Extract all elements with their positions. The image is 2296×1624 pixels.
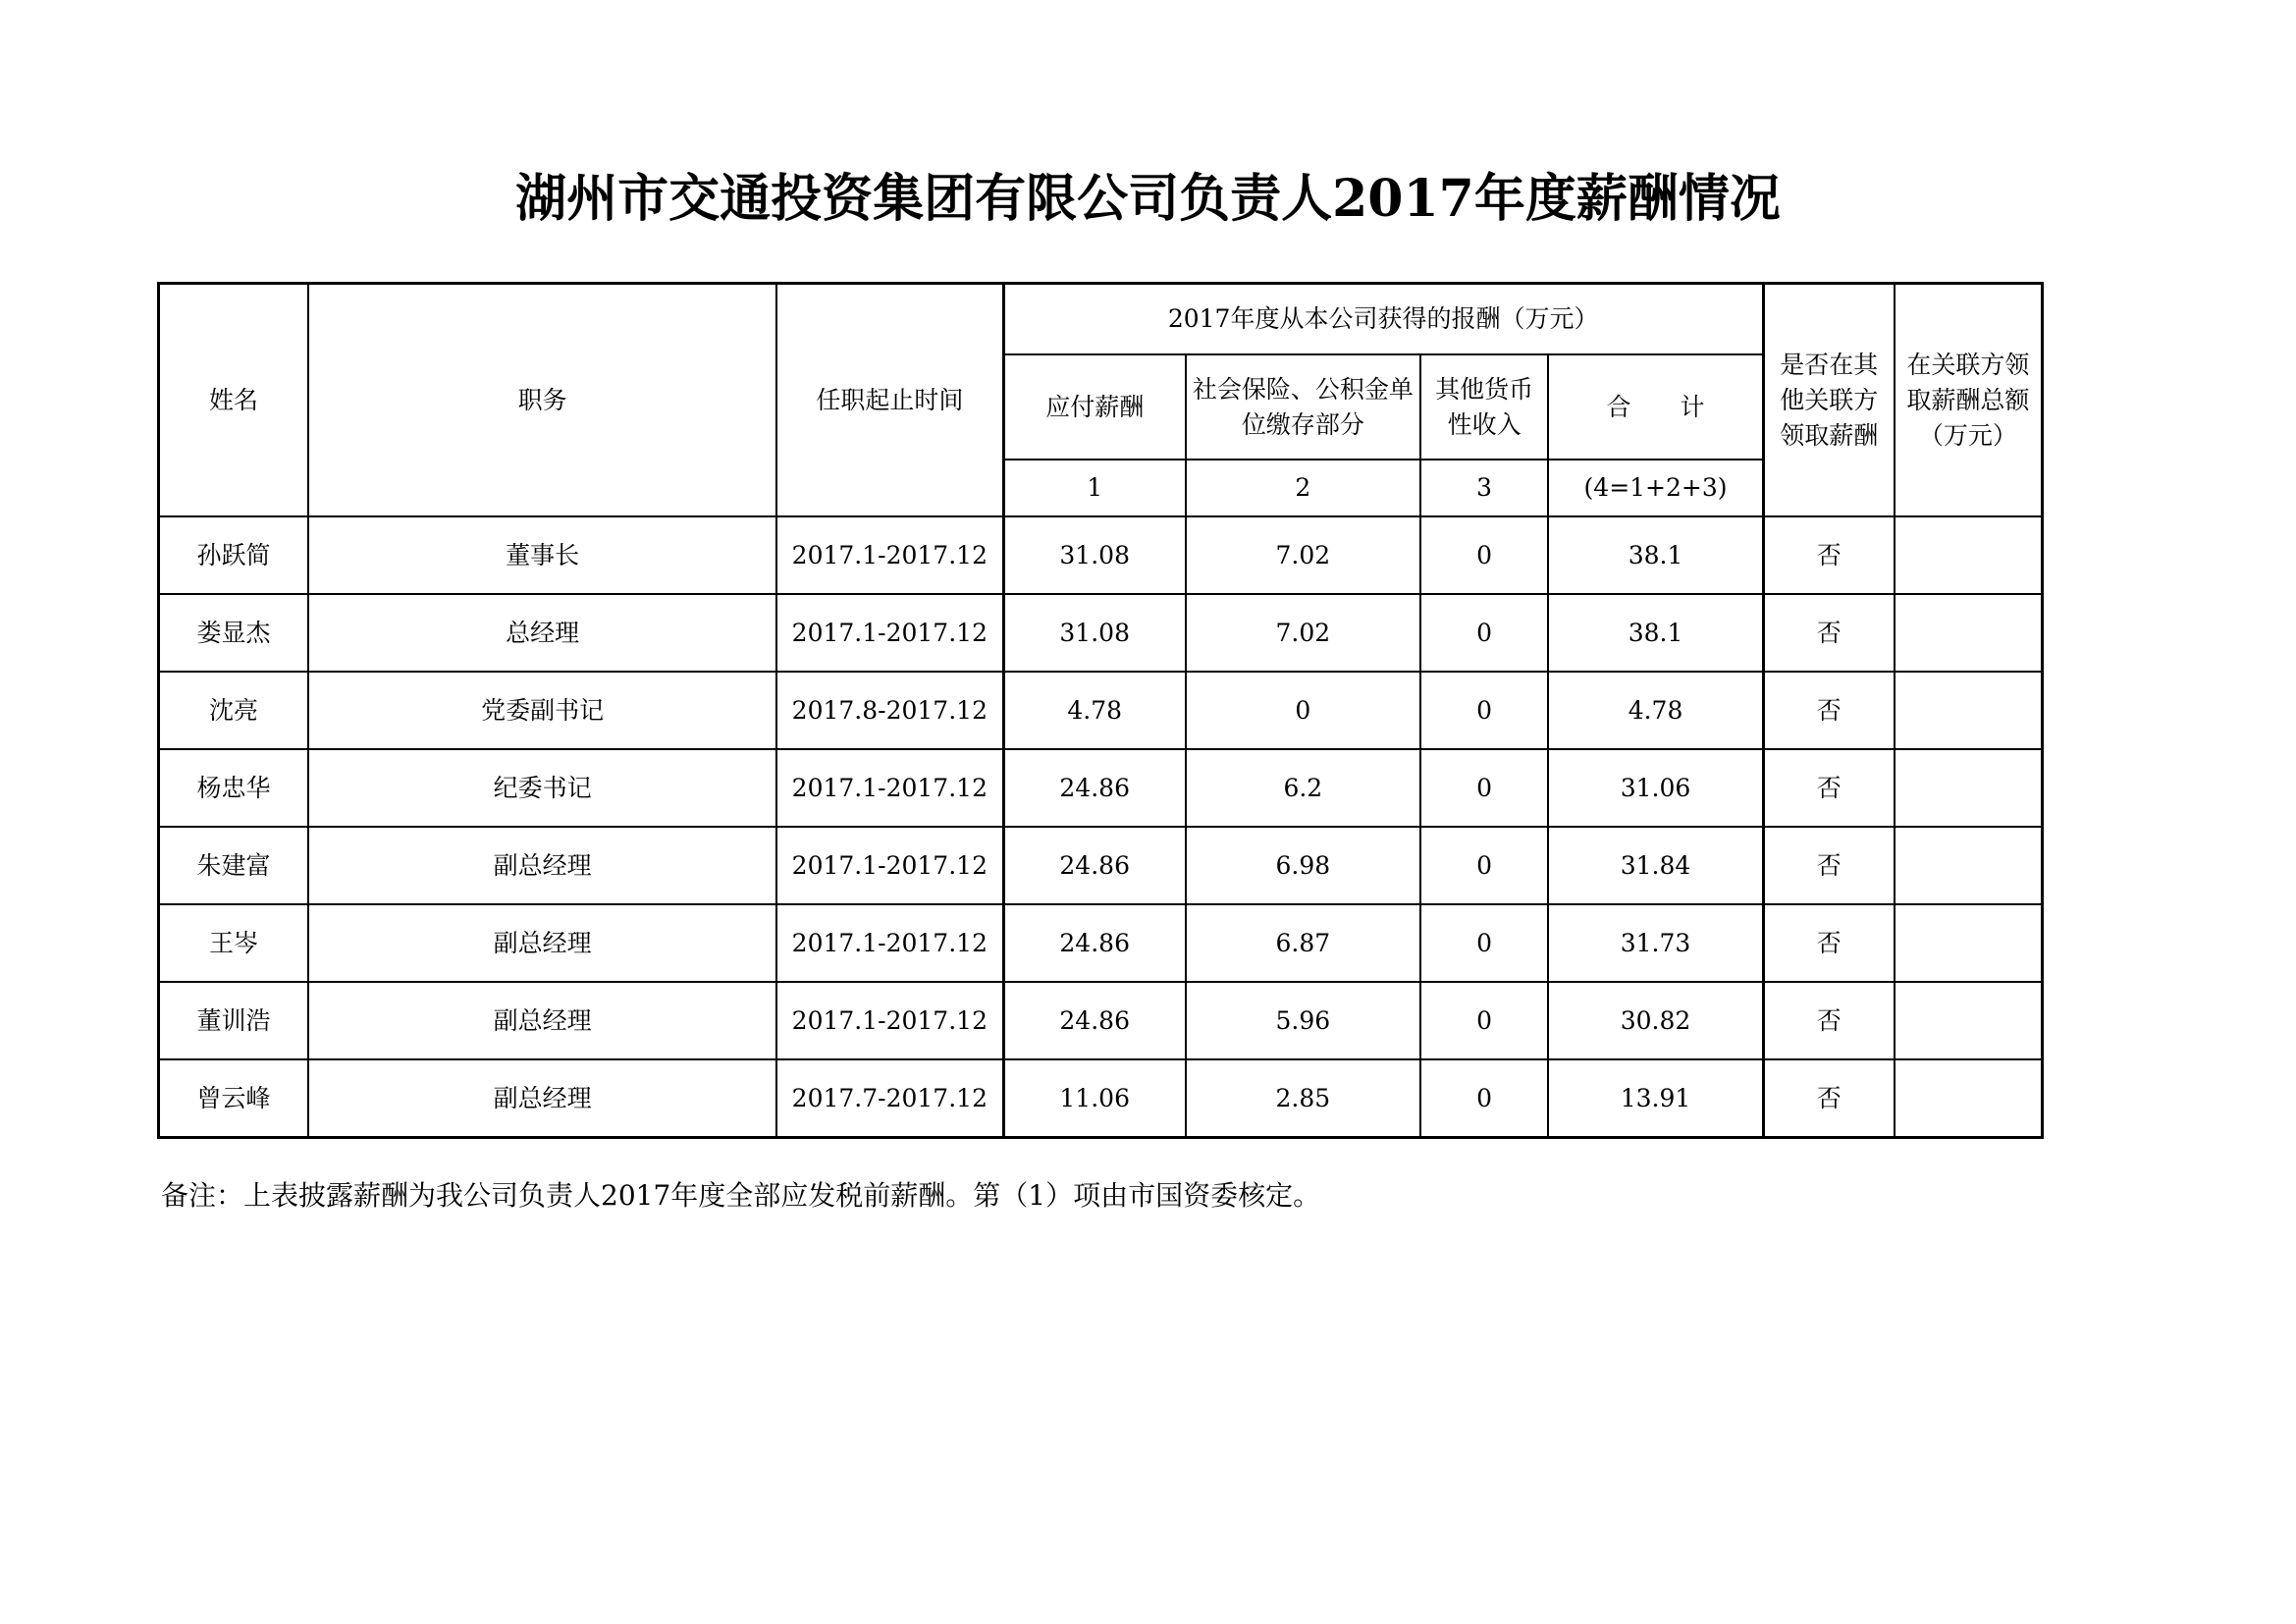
cell-related-flag: 否 bbox=[1763, 904, 1895, 982]
cell-name: 沈亮 bbox=[159, 672, 309, 749]
cell-related-flag: 否 bbox=[1763, 982, 1895, 1059]
cell-name: 杨忠华 bbox=[159, 749, 309, 827]
header-related-amount: 在关联方领取薪酬总额（万元） bbox=[1895, 284, 2043, 517]
cell-name: 孙跃简 bbox=[159, 516, 309, 594]
cell-related-amount bbox=[1895, 594, 2043, 672]
cell-other: 0 bbox=[1420, 982, 1549, 1059]
cell-related-amount bbox=[1895, 904, 2043, 982]
compensation-table bbox=[157, 282, 2044, 1139]
cell-related-flag: 否 bbox=[1763, 1059, 1895, 1138]
cell-payable: 31.08 bbox=[1003, 516, 1186, 594]
cell-payable: 4.78 bbox=[1003, 672, 1186, 749]
cell-social: 7.02 bbox=[1186, 516, 1420, 594]
cell-payable: 24.86 bbox=[1003, 827, 1186, 904]
header-index-payable: 1 bbox=[1003, 460, 1186, 516]
header-social: 社会保险、公积金单位缴存部分 bbox=[1186, 354, 1420, 460]
cell-related-flag: 否 bbox=[1763, 749, 1895, 827]
cell-other: 0 bbox=[1420, 1059, 1549, 1138]
cell-social: 6.87 bbox=[1186, 904, 1420, 982]
header-term: 任职起止时间 bbox=[776, 284, 1003, 517]
cell-other: 0 bbox=[1420, 594, 1549, 672]
table-row bbox=[159, 1059, 2043, 1138]
cell-term: 2017.1-2017.12 bbox=[776, 516, 1003, 594]
header-total: 合 计 bbox=[1548, 354, 1763, 460]
cell-other: 0 bbox=[1420, 827, 1549, 904]
cell-name: 曾云峰 bbox=[159, 1059, 309, 1138]
cell-related-amount bbox=[1895, 982, 2043, 1059]
cell-related-amount bbox=[1895, 516, 2043, 594]
footnote: 备注：上表披露薪酬为我公司负责人2017年度全部应发税前薪酬。第（1）项由市国资委核定。 bbox=[161, 1179, 1321, 1212]
cell-related-flag: 否 bbox=[1763, 594, 1895, 672]
cell-term: 2017.1-2017.12 bbox=[776, 749, 1003, 827]
cell-total: 4.78 bbox=[1548, 672, 1763, 749]
document-title: 湖州市交通投资集团有限公司负责人2017年度薪酬情况 bbox=[515, 169, 1781, 229]
cell-total: 30.82 bbox=[1548, 982, 1763, 1059]
table-row bbox=[159, 827, 2043, 904]
header-index-total: (4=1+2+3) bbox=[1548, 460, 1763, 516]
cell-name: 朱建富 bbox=[159, 827, 309, 904]
table-row bbox=[159, 516, 2043, 594]
cell-term: 2017.1-2017.12 bbox=[776, 827, 1003, 904]
cell-name: 娄显杰 bbox=[159, 594, 309, 672]
cell-total: 13.91 bbox=[1548, 1059, 1763, 1138]
cell-name: 董训浩 bbox=[159, 982, 309, 1059]
cell-position: 纪委书记 bbox=[308, 749, 776, 827]
cell-social: 5.96 bbox=[1186, 982, 1420, 1059]
cell-payable: 24.86 bbox=[1003, 749, 1186, 827]
cell-related-amount bbox=[1895, 672, 2043, 749]
cell-other: 0 bbox=[1420, 672, 1549, 749]
header-other: 其他货币性收入 bbox=[1420, 354, 1549, 460]
cell-other: 0 bbox=[1420, 516, 1549, 594]
cell-other: 0 bbox=[1420, 904, 1549, 982]
cell-related-amount bbox=[1895, 749, 2043, 827]
header-related-flag: 是否在其他关联方领取薪酬 bbox=[1763, 284, 1895, 517]
cell-term: 2017.8-2017.12 bbox=[776, 672, 1003, 749]
cell-name: 王岑 bbox=[159, 904, 309, 982]
cell-related-flag: 否 bbox=[1763, 827, 1895, 904]
cell-term: 2017.1-2017.12 bbox=[776, 904, 1003, 982]
cell-total: 38.1 bbox=[1548, 516, 1763, 594]
cell-payable: 24.86 bbox=[1003, 982, 1186, 1059]
cell-social: 6.98 bbox=[1186, 827, 1420, 904]
cell-term: 2017.1-2017.12 bbox=[776, 594, 1003, 672]
cell-total: 31.06 bbox=[1548, 749, 1763, 827]
cell-social: 7.02 bbox=[1186, 594, 1420, 672]
cell-payable: 11.06 bbox=[1003, 1059, 1186, 1138]
cell-total: 31.84 bbox=[1548, 827, 1763, 904]
header-index-other: 3 bbox=[1420, 460, 1549, 516]
header-position: 职务 bbox=[308, 284, 776, 517]
cell-related-amount bbox=[1895, 827, 2043, 904]
header-index-social: 2 bbox=[1186, 460, 1420, 516]
header-row-1 bbox=[159, 284, 2043, 355]
cell-position: 副总经理 bbox=[308, 982, 776, 1059]
cell-social: 6.2 bbox=[1186, 749, 1420, 827]
cell-position: 党委副书记 bbox=[308, 672, 776, 749]
cell-position: 董事长 bbox=[308, 516, 776, 594]
cell-position: 总经理 bbox=[308, 594, 776, 672]
cell-related-amount bbox=[1895, 1059, 2043, 1138]
table-row bbox=[159, 982, 2043, 1059]
table-row bbox=[159, 749, 2043, 827]
cell-term: 2017.1-2017.12 bbox=[776, 982, 1003, 1059]
cell-position: 副总经理 bbox=[308, 1059, 776, 1138]
cell-related-flag: 否 bbox=[1763, 516, 1895, 594]
cell-other: 0 bbox=[1420, 749, 1549, 827]
cell-related-flag: 否 bbox=[1763, 672, 1895, 749]
cell-term: 2017.7-2017.12 bbox=[776, 1059, 1003, 1138]
cell-total: 31.73 bbox=[1548, 904, 1763, 982]
header-compensation-group: 2017年度从本公司获得的报酬（万元） bbox=[1003, 284, 1763, 355]
cell-payable: 31.08 bbox=[1003, 594, 1186, 672]
cell-payable: 24.86 bbox=[1003, 904, 1186, 982]
table-row bbox=[159, 672, 2043, 749]
cell-social: 0 bbox=[1186, 672, 1420, 749]
header-name: 姓名 bbox=[159, 284, 309, 517]
header-payable: 应付薪酬 bbox=[1003, 354, 1186, 460]
cell-social: 2.85 bbox=[1186, 1059, 1420, 1138]
cell-total: 38.1 bbox=[1548, 594, 1763, 672]
table-row bbox=[159, 594, 2043, 672]
cell-position: 副总经理 bbox=[308, 904, 776, 982]
table-row bbox=[159, 904, 2043, 982]
cell-position: 副总经理 bbox=[308, 827, 776, 904]
